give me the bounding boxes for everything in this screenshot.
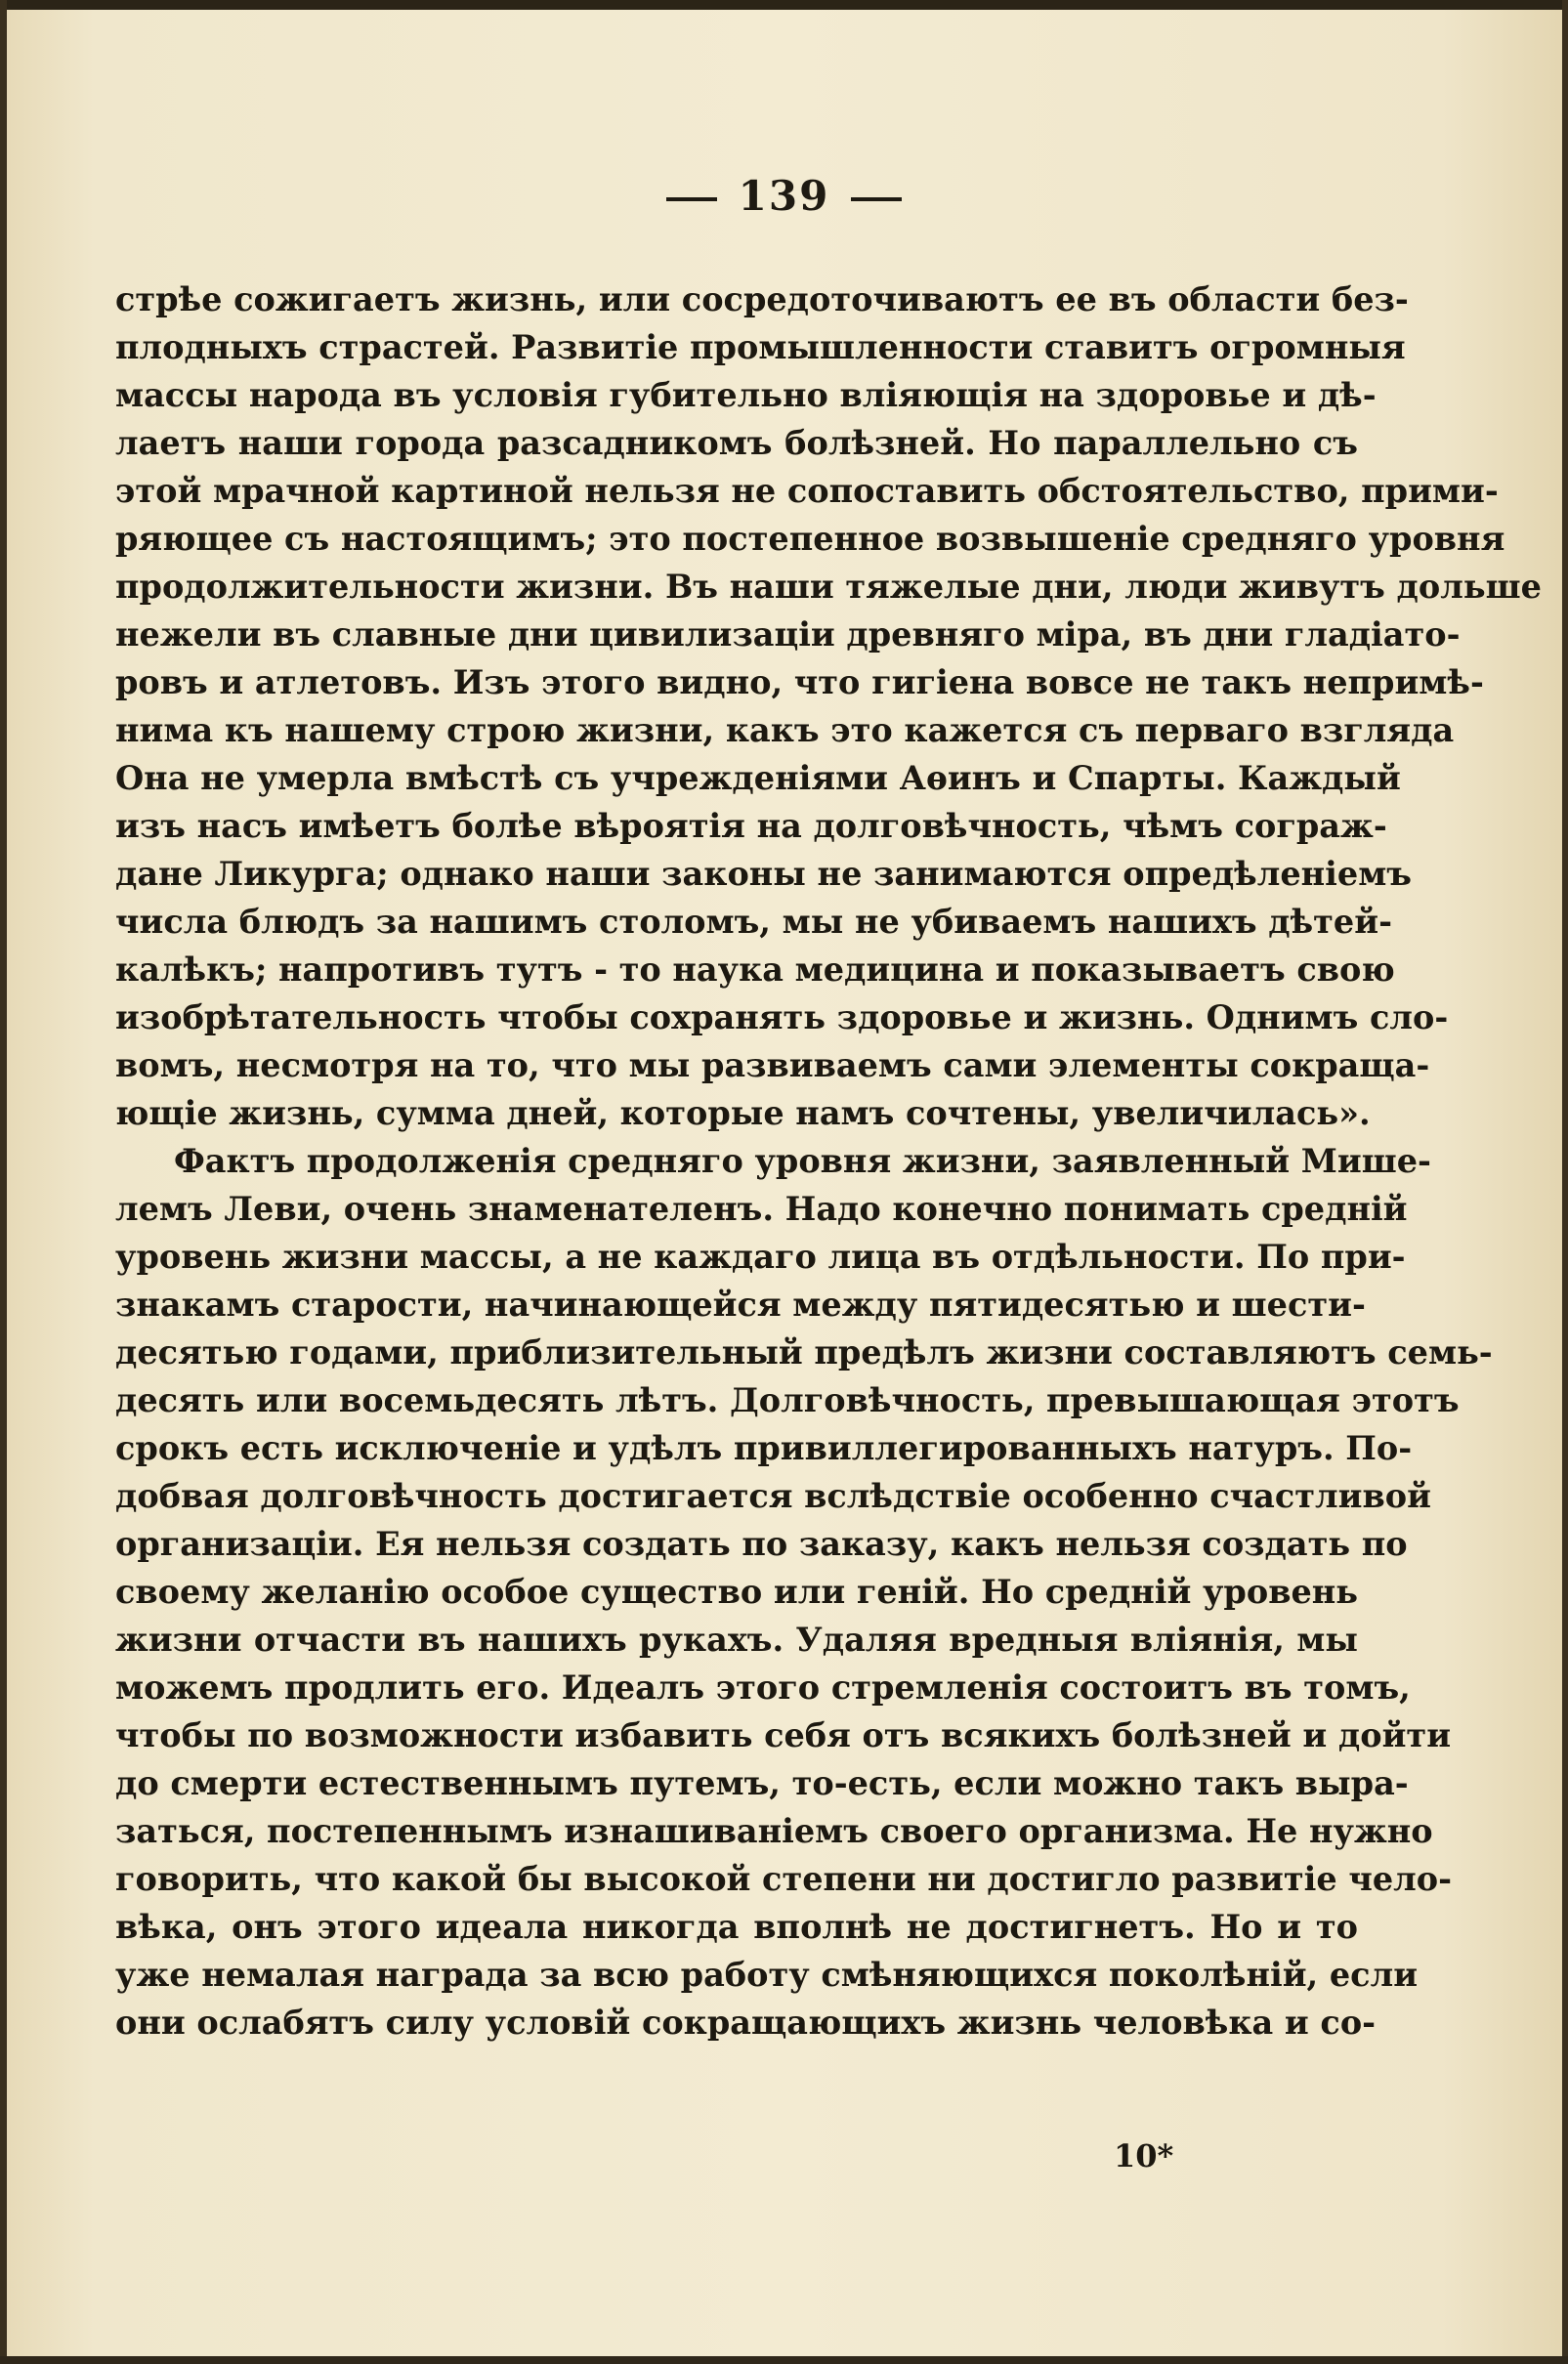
text-line: чтобы по возможности избавить себя отъ всякихъ болѣзней и дойти: [115, 1716, 1452, 1754]
text-line: этой мрачной картиной нельзя не сопоставить обстоятельство, прими-: [115, 472, 1499, 510]
text-line: нима къ нашему строю жизни, какъ это кажется съ перваго взгляда: [115, 711, 1455, 749]
header-dash-right: [851, 197, 902, 201]
scan-edge-left: [0, 0, 7, 2364]
text-line: изобрѣтательность чтобы сохранять здоровье и жизнь. Однимъ сло-: [115, 998, 1449, 1036]
text-line: стрѣе сожигаетъ жизнь, или сосредоточиваютъ ее въ области без-: [115, 280, 1409, 318]
header-dash-left: [666, 197, 717, 201]
text-line: ряющее съ настоящимъ; это постепенное возвышеніе средняго уровня: [115, 520, 1505, 558]
text-line: говорить, что какой бы высокой степени ни достигло развитіе чело-: [115, 1860, 1453, 1898]
text-line: калѣкъ; напротивъ тутъ - то наука медицина и показываетъ свою: [115, 950, 1395, 989]
scan-edge-bottom: [0, 2356, 1568, 2364]
text-line: ровъ и атлетовъ. Изъ этого видно, что гигіена вовсе не такъ непримѣ-: [115, 663, 1484, 701]
text-line: они ослабятъ силу условій сокращающихъ жизнь человѣка и со-: [115, 2004, 1377, 2042]
text-line: десятью годами, приблизительный предѣлъ жизни составляютъ семь-: [115, 1333, 1493, 1372]
text-line: уровень жизни массы, а не каждаго лица въ отдѣльности. По при-: [115, 1238, 1406, 1276]
printer-signature-mark: 10*: [1114, 2137, 1174, 2174]
text-line: можемъ продлить его. Идеалъ этого стремленія состоитъ въ томъ,: [115, 1668, 1411, 1707]
text-line: десять или восемьдесять лѣтъ. Долговѣчность, превышающая этотъ: [115, 1381, 1460, 1419]
text-line: дане Ликурга; однако наши законы не занимаются опредѣленіемъ: [115, 855, 1412, 893]
text-line: вомъ, несмотря на то, что мы развиваемъ сами элементы сокраща-: [115, 1046, 1430, 1084]
text-line: Фактъ продолженія средняго уровня жизни, заявленный Мише-: [174, 1142, 1431, 1180]
text-line: знакамъ старости, начинающейся между пятидесятью и шести-: [115, 1286, 1366, 1324]
text-line: вѣка, онъ этого идеала никогда вполнѣ не достигнетъ. Но и то: [115, 1908, 1358, 1946]
text-line: организаціи. Ея нельзя создать по заказу, какъ нельзя создать по: [115, 1525, 1408, 1563]
text-line: плодныхъ страстей. Развитіе промышленности ставитъ огромныя: [115, 328, 1406, 366]
page-header: [0, 172, 1568, 220]
text-line: продолжительности жизни. Въ наши тяжелые дни, люди живутъ дольше: [115, 568, 1542, 606]
scan-edge-top: [0, 0, 1568, 10]
text-line: заться, постепеннымъ изнашиваніемъ своего организма. Не нужно: [115, 1812, 1433, 1850]
text-line: Она не умерла вмѣстѣ съ учрежденіями Аѳинъ и Спарты. Каждый: [115, 759, 1401, 797]
text-line: числа блюдъ за нашимъ столомъ, мы не убиваемъ нашихъ дѣтей-: [115, 903, 1392, 941]
text-line: своему желанію особое существо или геній. Но средній уровень: [115, 1573, 1359, 1611]
text-line: нежели въ славные дни цивилизаціи древняго міра, въ дни гладіато-: [115, 615, 1461, 654]
text-line: срокъ есть исключеніе и удѣлъ привиллегированныхъ натуръ. По-: [115, 1429, 1413, 1467]
body-text: [115, 275, 1542, 2047]
scan-edge-right: [1562, 0, 1568, 2364]
text-line: жизни отчасти въ нашихъ рукахъ. Удаляя вредныя вліянія, мы: [115, 1621, 1358, 1659]
text-line: лемъ Леви, очень знаменателенъ. Надо конечно понимать средній: [115, 1190, 1408, 1228]
text-line: изъ насъ имѣетъ болѣе вѣроятія на долговѣчность, чѣмъ сограж-: [115, 807, 1387, 845]
text-line: уже немалая награда за всю работу смѣняющихся поколѣній, если: [115, 1956, 1419, 1994]
text-line: добвая долговѣчность достигается вслѣдствіе особенно счастливой: [115, 1477, 1431, 1515]
text-line: массы народа въ условія губительно вліяющія на здоровье и дѣ-: [115, 376, 1377, 414]
text-line: до смерти естественнымъ путемъ, то-есть, если можно такъ выра-: [115, 1764, 1409, 1802]
text-line: ющіе жизнь, сумма дней, которые намъ сочтены, увеличилась».: [115, 1094, 1371, 1132]
text-line: лаетъ наши города разсадникомъ болѣзней. Но параллельно съ: [115, 424, 1358, 462]
page-number: 139: [738, 172, 830, 220]
